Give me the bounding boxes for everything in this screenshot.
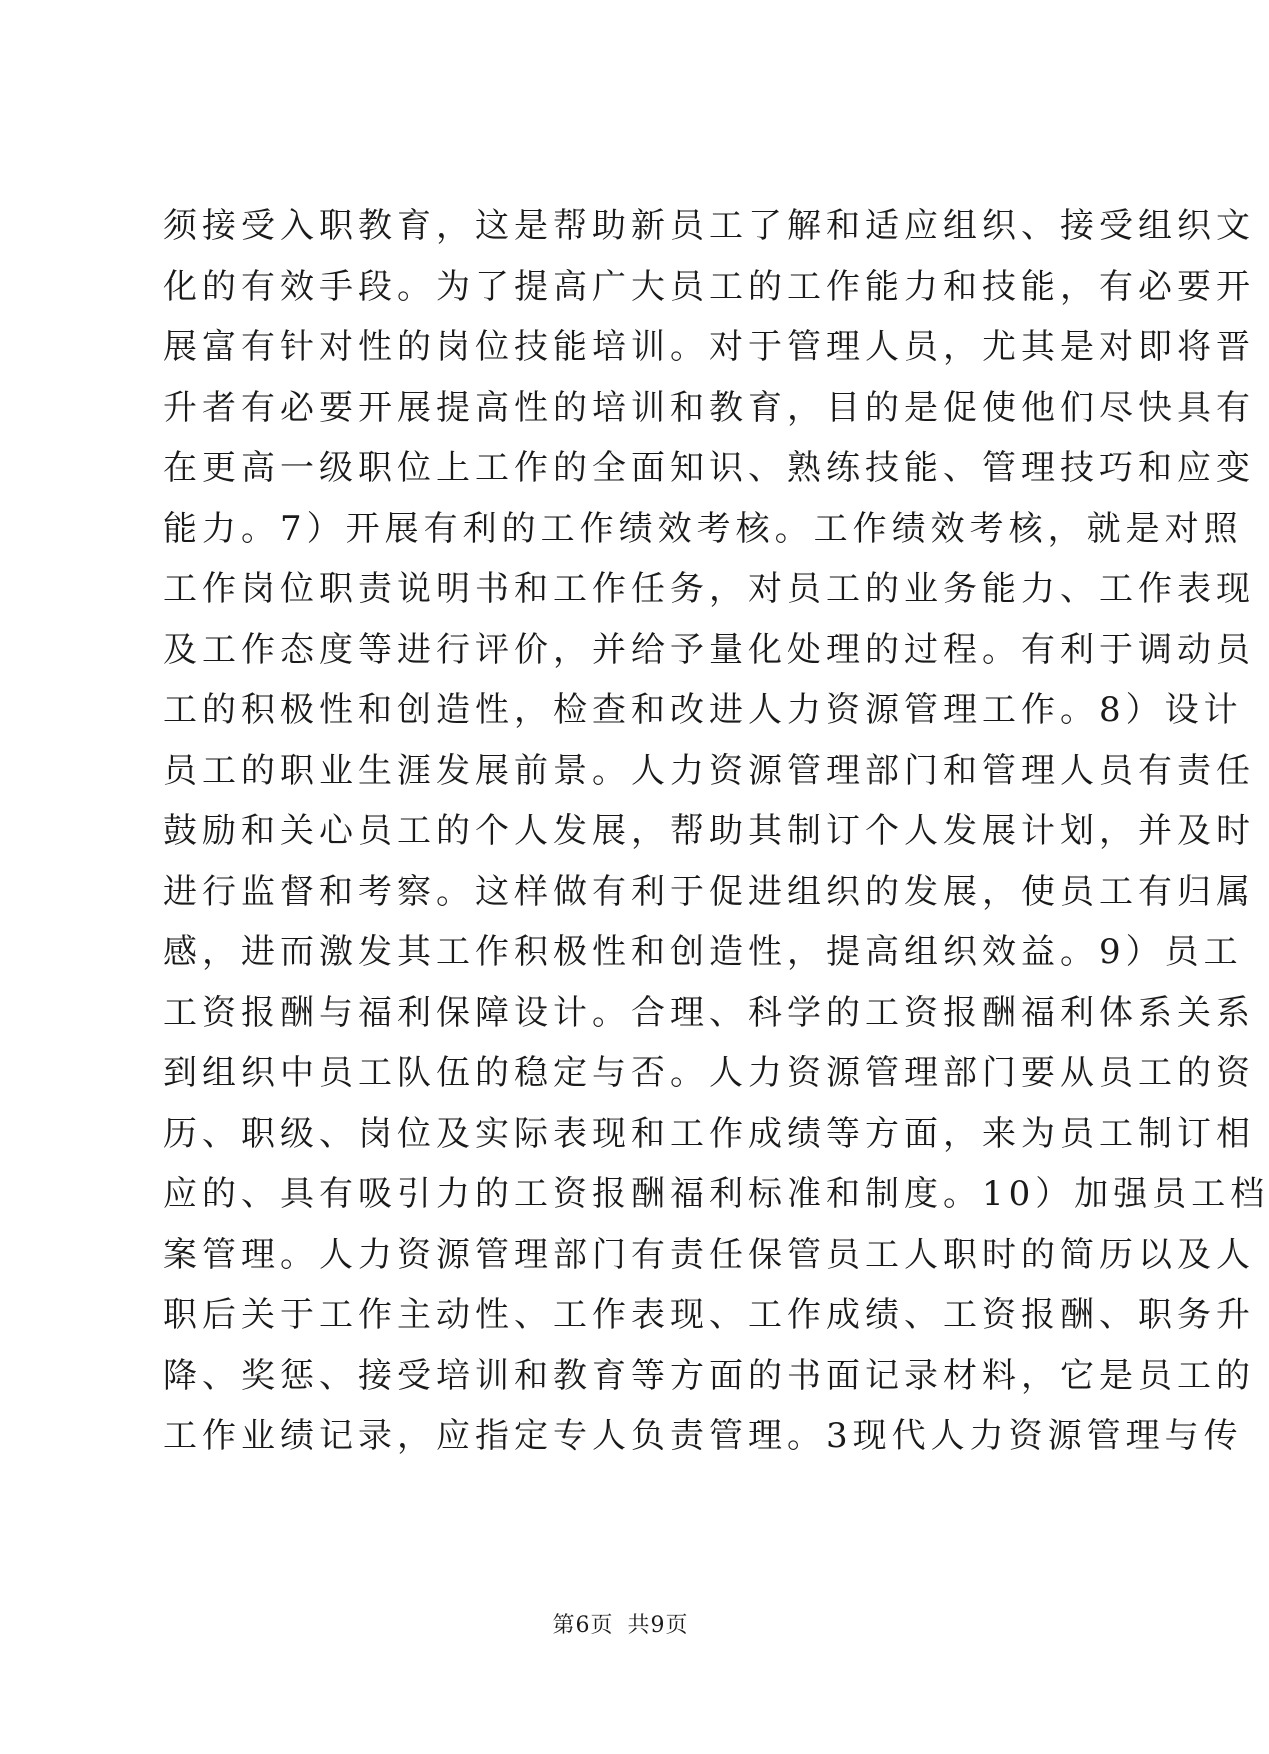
page-footer <box>0 1608 1241 1639</box>
page-total-count: 共9页 <box>627 1613 689 1638</box>
text-line-9: 工的积极性和创造性，检查和改进人力资源管理工作。8）设计 <box>163 690 1243 730</box>
text-line-10: 员工的职业生涯发展前景。人力资源管理部门和管理人员有责任 <box>163 750 1255 791</box>
text-line-18: 案管理。人力资源管理部门有责任保管员工人职时的简历以及人 <box>163 1234 1255 1275</box>
text-line-6: 能力。7）开展有利的工作绩效考核。工作绩效考核，就是对照 <box>163 508 1243 549</box>
page-current-number: 第6页 <box>552 1613 614 1638</box>
text-line-15: 到组织中员工队伍的稳定与否。人力资源管理部门要从员工的资 <box>163 1053 1255 1093</box>
text-line-8: 及工作态度等进行评价，并给予量化处理的过程。有利于调动员 <box>163 629 1255 670</box>
text-line-20: 降、奖惩、接受培训和教育等方面的书面记录材料，它是员工的 <box>163 1355 1255 1396</box>
text-line-4: 升者有必要开展提高性的培训和教育，目的是促使他们尽快具有 <box>163 387 1255 428</box>
text-line-16: 历、职级、岗位及实际表现和工作成绩等方面，来为员工制订相 <box>163 1113 1255 1154</box>
text-line-19: 职后关于工作主动性、工作表现、工作成绩、工资报酬、职务升 <box>163 1295 1255 1335</box>
text-line-1: 须接受入职教育，这是帮助新员工了解和适应组织、接受组织文 <box>163 206 1255 246</box>
text-line-12: 进行监督和考察。这样做有利于促进组织的发展，使员工有归属 <box>163 871 1255 912</box>
text-line-2: 化的有效手段。为了提高广大员工的工作能力和技能，有必要开 <box>163 266 1255 307</box>
text-line-11: 鼓励和关心员工的个人发展，帮助其制订个人发展计划，并及时 <box>163 811 1255 851</box>
text-line-17: 应的、具有吸引力的工资报酬福利标准和制度。10）加强员工档 <box>163 1174 1269 1214</box>
body-text <box>163 196 1269 1467</box>
text-line-7: 工作岗位职责说明书和工作任务，对员工的业务能力、工作表现 <box>163 569 1255 609</box>
text-line-21: 工作业绩记录，应指定专人负责管理。3现代人力资源管理与传 <box>163 1416 1243 1456</box>
text-line-13: 感，进而激发其工作积极性和创造性，提高组织效益。9）员工 <box>163 932 1243 972</box>
text-line-3: 展富有针对性的岗位技能培训。对于管理人员，尤其是对即将晋 <box>163 327 1255 367</box>
text-line-14: 工资报酬与福利保障设计。合理、科学的工资报酬福利体系关系 <box>163 992 1255 1033</box>
text-line-5: 在更高一级职位上工作的全面知识、熟练技能、管理技巧和应变 <box>163 448 1255 488</box>
